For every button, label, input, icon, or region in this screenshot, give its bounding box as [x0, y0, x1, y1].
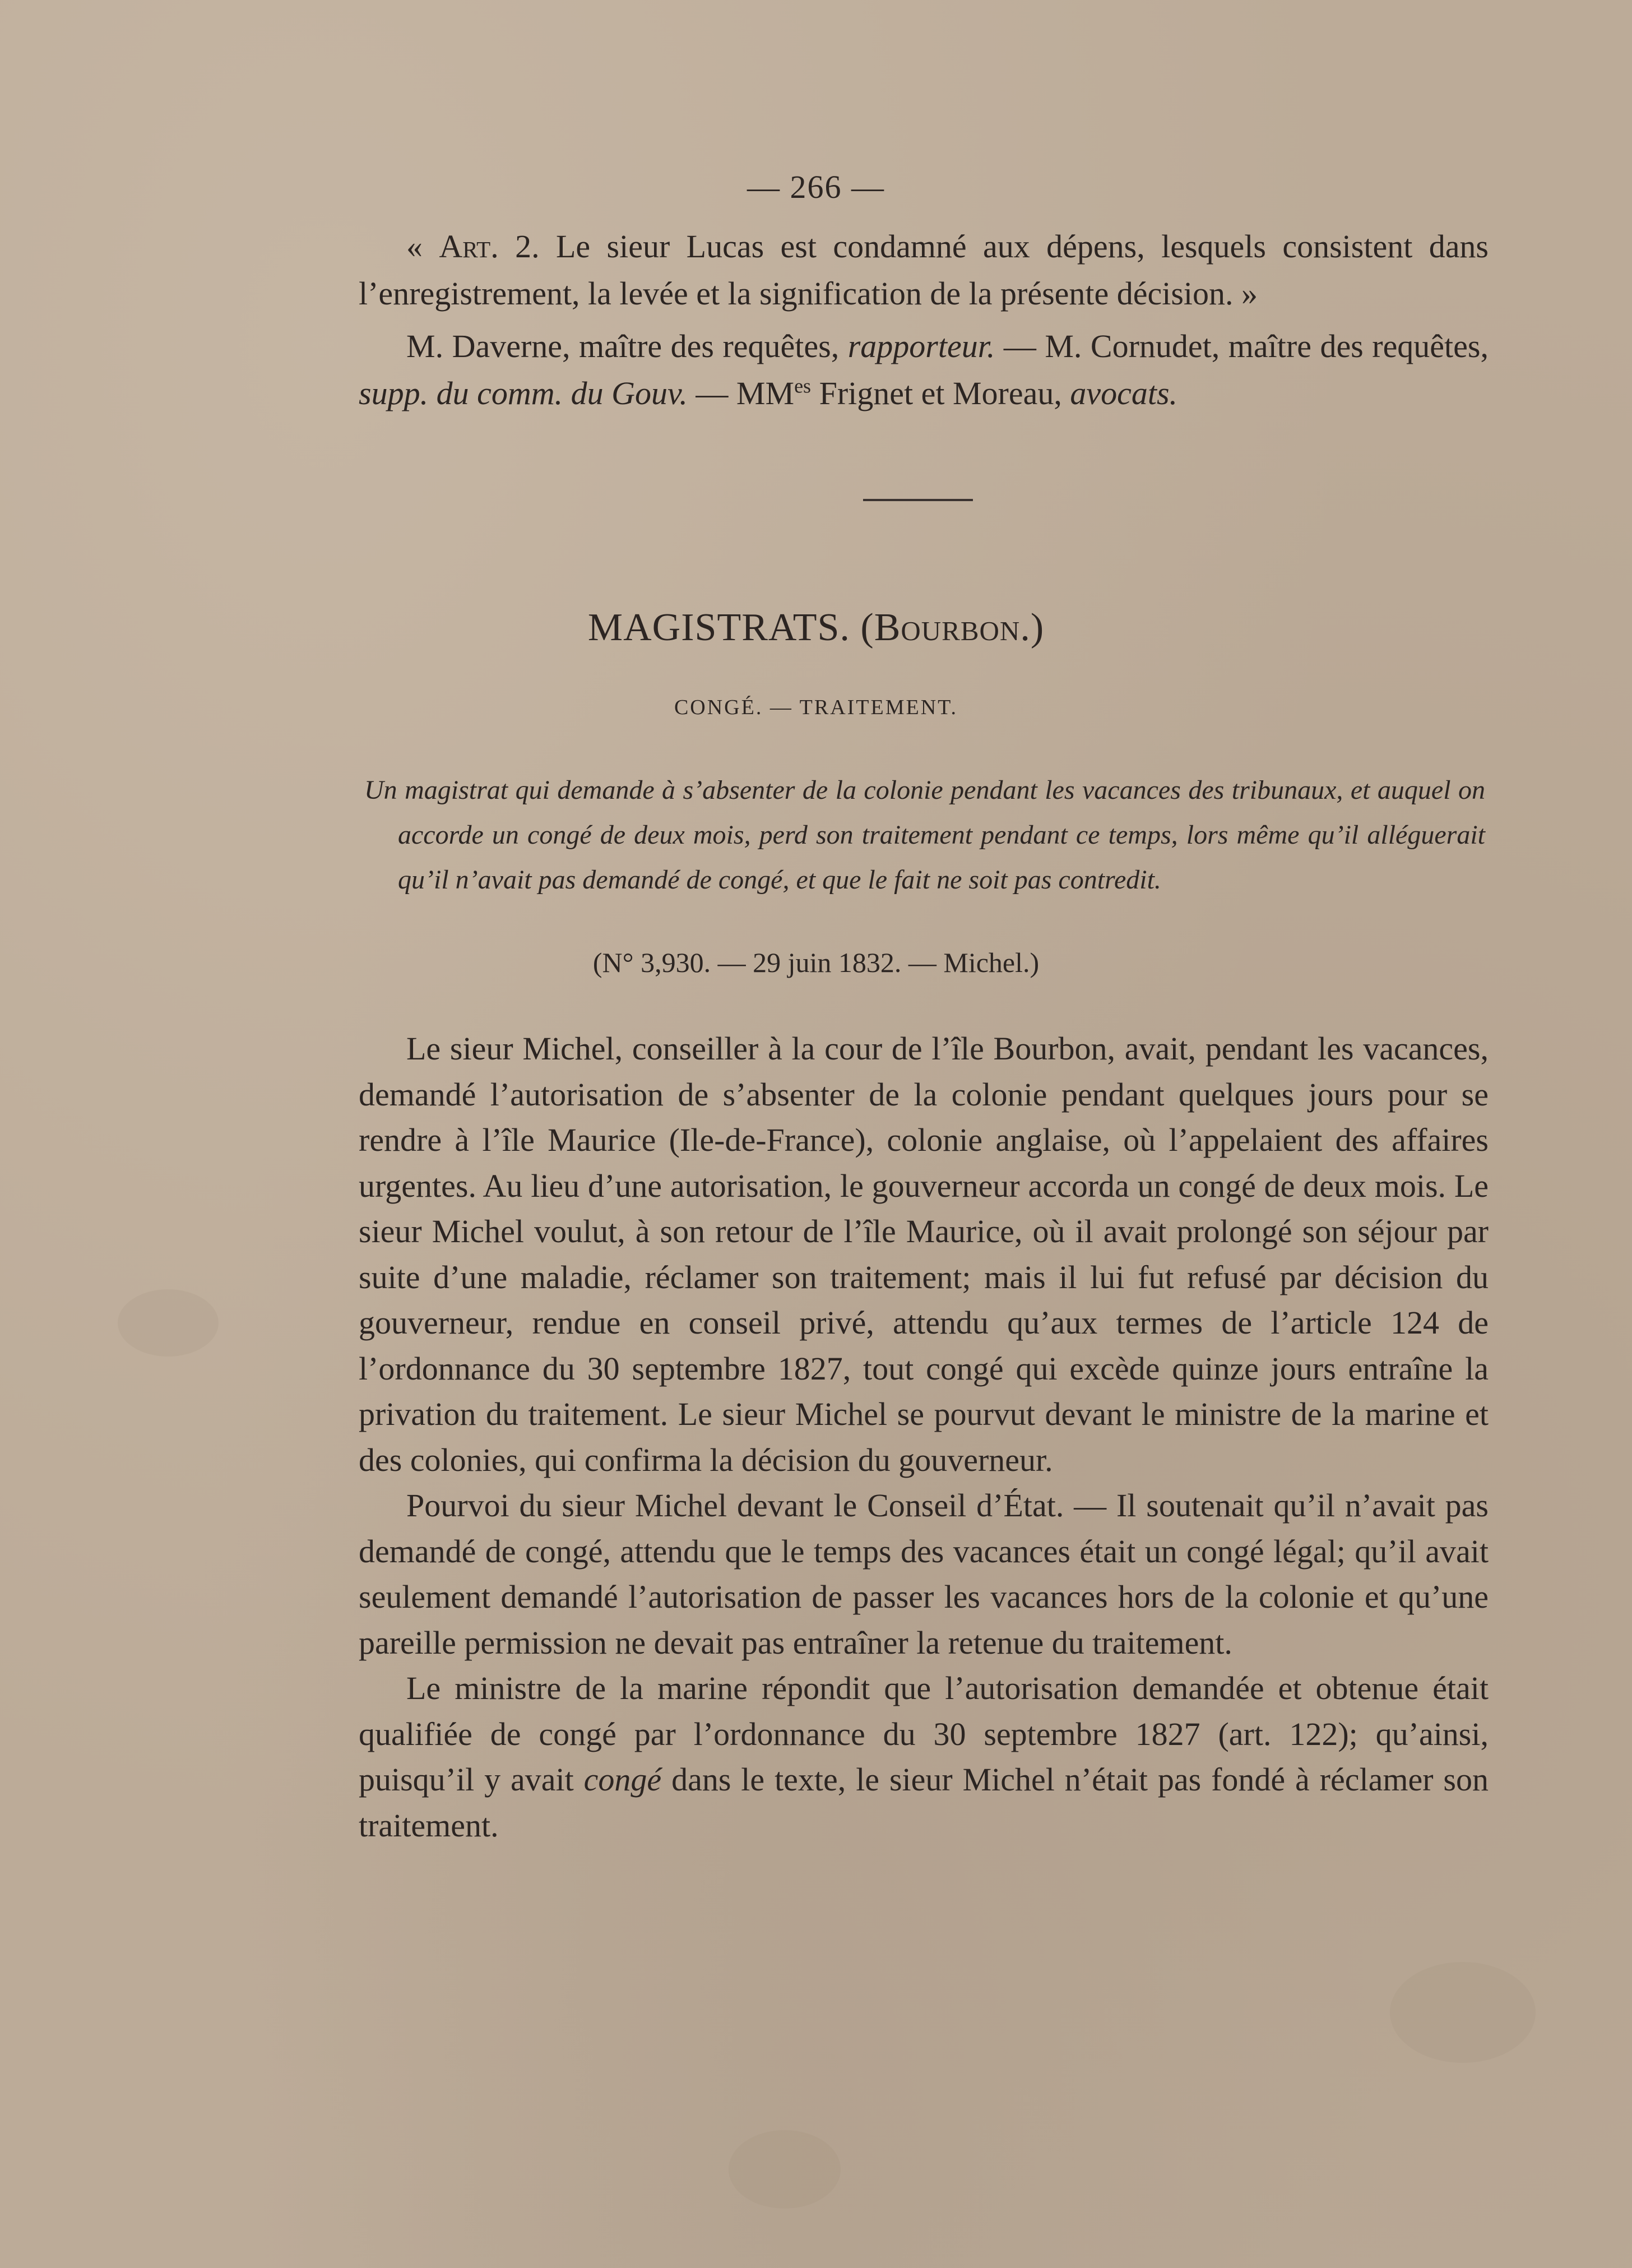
summary-text: Un magistrat qui demande à s’absenter de la colonie pendant les vacances des tribunaux, et auquel on accorde un congé de deux mois, perd son traitement pendant ce temps, lors même qu’il alléguerait qu’il n’avait pas demandé de congé, et que le fait ne soit pas contredit.	[364, 775, 1485, 895]
section-summary	[364, 768, 1485, 902]
article-open-quote: «	[406, 228, 439, 265]
top-section	[359, 223, 1489, 417]
section-subtitle: CONGÉ. — TRAITEMENT.	[674, 696, 958, 719]
article-label: Art	[439, 228, 491, 265]
article-2-paragraph	[359, 223, 1489, 317]
section-divider	[863, 499, 973, 501]
paragraph-3-text-2: dans le texte, le sieur Michel n’était pas fondé à réclamer son traitement.	[359, 1761, 1489, 1844]
body-section	[359, 1026, 1489, 1848]
article-text: . 2. Le sieur Lucas est condamné aux dépens, lesquels consistent dans l’enregistrement, la levée et la signification de la présente décision. »	[359, 228, 1489, 312]
decision-reference: (N° 3,930. — 29 juin 1832. — Michel.)	[592, 947, 1040, 978]
section-title	[0, 605, 1632, 650]
credits-paragraph	[359, 323, 1489, 417]
paragraph-3-text-1: Le ministre de la marine répondit que l’autorisation demandée et obtenue était qualifiée de congé par l’ordonnance du 30 septembre 1827 (art. 122); qu’ainsi, puisqu’il y avait	[359, 1670, 1489, 1798]
page-number: — 266 —	[747, 169, 885, 205]
paragraph-3-italic: congé	[583, 1761, 662, 1798]
credits-role-commissaire: supp. du comm. du Gouv.	[359, 375, 688, 411]
body-paragraph-1: Le sieur Michel, conseiller à la cour de l’île Bourbon, avait, pendant les vacances, demandé l’autorisation de s’absenter de la colonie pendant quelques jours pour se rendre à l’île Maurice (Ile-de-France), colonie anglaise, où l’appelaient des affaires urgentes. Au lieu d’une autorisation, le gouverneur accorda un congé de deux mois. Le sieur Michel voulut, à son retour de l’île Maurice, où il avait prolongé son séjour par suite d’une maladie, réclamer son traitement; mais il lui fut refusé par décision du gouverneur, rendue en conseil privé, attendu qu’aux termes de l’article 124 de l’ordonnance du 30 septembre 1827, tout congé qui excède quinze jours entraîne la privation du traitement. Le sieur Michel se pourvut devant le ministre de la marine et des colonies, qui confirma la décision du gouverneur.	[359, 1030, 1489, 1478]
body-paragraph-3	[359, 1665, 1489, 1848]
credits-text-4: Frignet et Moreau,	[811, 375, 1070, 411]
section-title-end: .)	[1020, 606, 1045, 649]
section-title-place: Bourbon	[874, 606, 1021, 649]
credits-role-avocats: avocats.	[1070, 375, 1178, 411]
body-paragraph-2: Pourvoi du sieur Michel devant le Conseil d’État. — Il soutenait qu’il n’avait pas demandé de congé, attendu que le temps des vacances était un congé légal; qu’il avait seulement demandé l’autorisation de passer les vacances hors de la colonie et qu’une pareille permission ne devait pas entraîner la retenue du traitement.	[359, 1487, 1489, 1661]
credits-text-2: — M. Cornudet, maître des requêtes,	[995, 328, 1489, 364]
credits-superscript: es	[794, 374, 812, 397]
paper-stain	[729, 2130, 841, 2209]
credits-text-3: — MM	[687, 375, 795, 411]
credits-text-1: M. Daverne, maître des requêtes,	[406, 328, 848, 364]
paper-stain	[1390, 1962, 1536, 2063]
section-title-main: MAGISTRATS. (	[587, 606, 874, 649]
credits-role-rapporteur: rapporteur.	[847, 328, 995, 364]
paper-stain	[118, 1289, 219, 1357]
